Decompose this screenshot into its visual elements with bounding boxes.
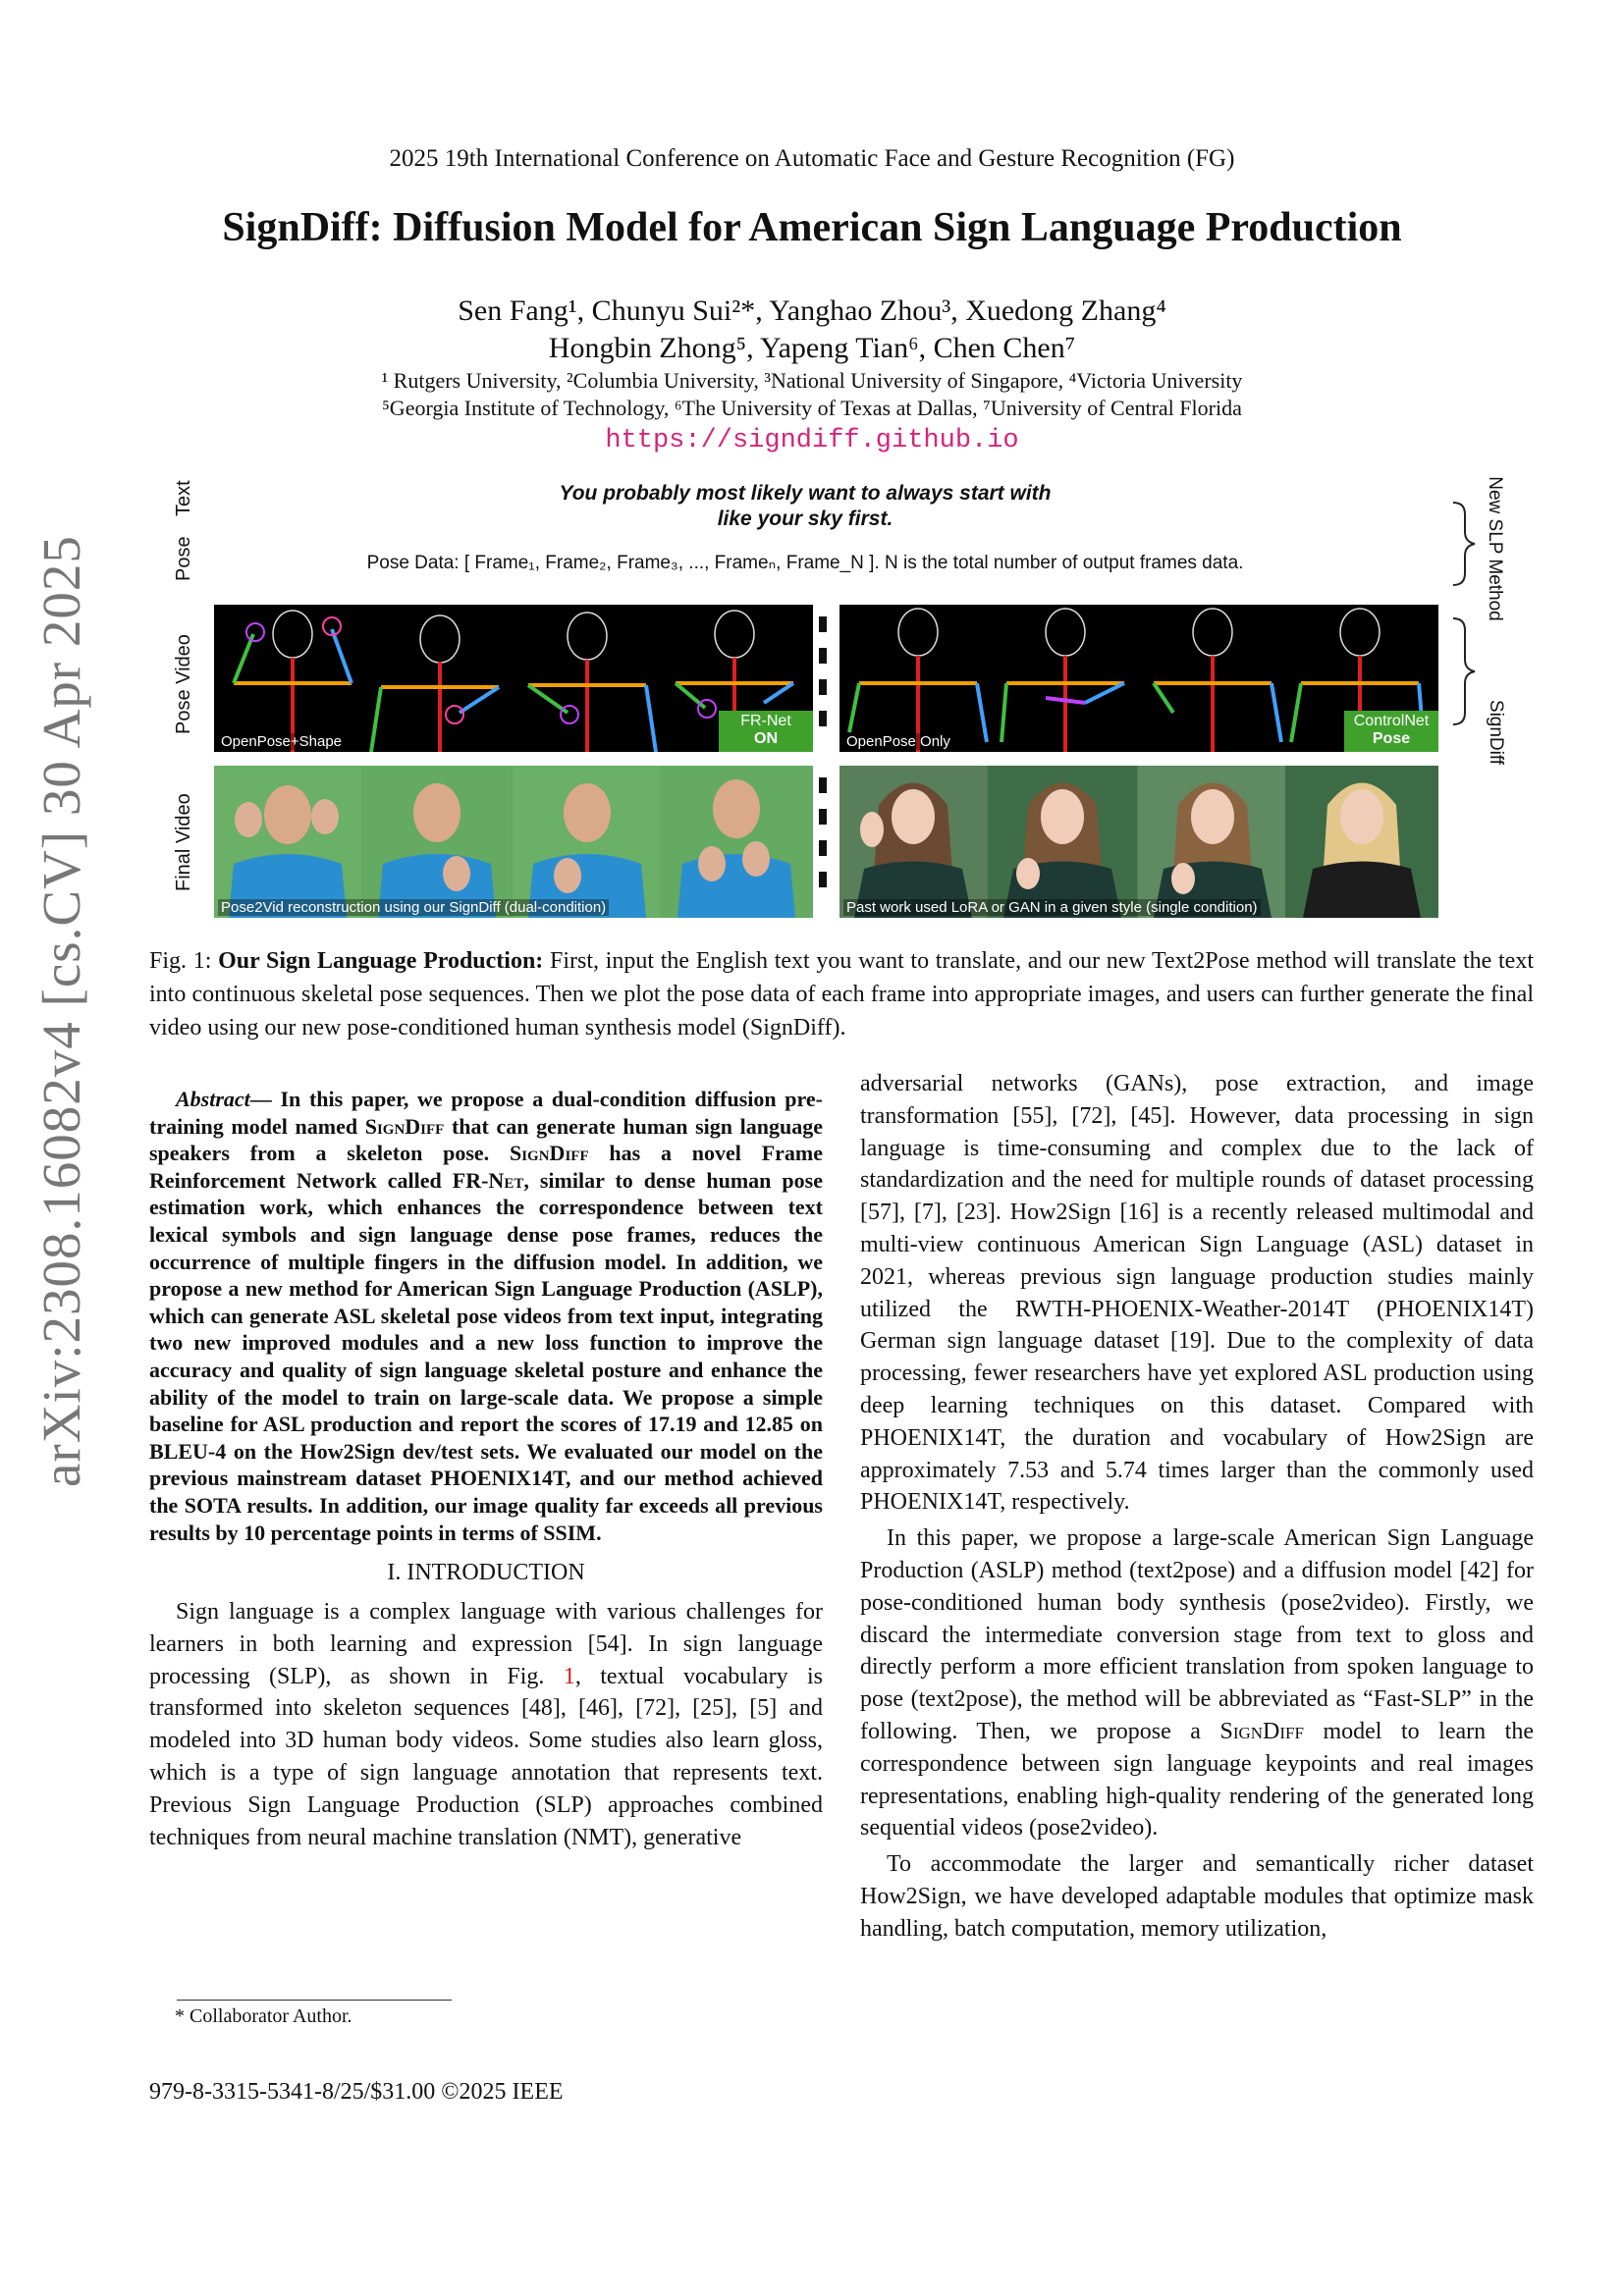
pose-left-label: OpenPose+Shape (218, 733, 345, 750)
abstract-text-c: has a novel Frame Reinforcement Network called (149, 1141, 824, 1193)
abstract-text-a: — In this paper, we propose a dual-condition diffusion pre-training model named (149, 1087, 823, 1139)
divider-dash (819, 648, 827, 664)
right-column (860, 1068, 1534, 1946)
row-label-final-video: Final Video (173, 793, 194, 891)
row-label-pose: Pose (173, 536, 194, 581)
side-label-signdiff-text: SignDiff (1486, 699, 1506, 766)
section-heading: I. INTRODUCTION (387, 1560, 585, 1586)
abstract-label: Abstract (176, 1087, 250, 1111)
divider-dash (819, 679, 827, 695)
copyright-footer: 979-8-3315-5341-8/25/$31.00 ©2025 IEEE (149, 2079, 564, 2105)
divider-dash (819, 616, 827, 632)
affiliations-line-1: ¹ Rutgers University, ²Columbia University, ³National University of Singapore, ⁴Victoria University (381, 368, 1243, 393)
footnote-rule (177, 2000, 452, 2001)
left-column (149, 1086, 823, 1853)
authors-line-1: Sen Fang¹, Chunyu Sui²*, Yanghao Zhou³, Xuedong Zhang⁴ (458, 294, 1166, 327)
controlnet-badge-bottom: Pose (1372, 730, 1411, 747)
signer-frames-right (839, 766, 1438, 918)
authors-line-2: Hongbin Zhong⁵, Yapeng Tian⁶, Chen Chen⁷ (548, 332, 1076, 364)
intro-paragraph-1 (149, 1596, 823, 1853)
pose-video-right-panel (839, 605, 1438, 752)
example-text-line-2: like your sky first. (717, 507, 893, 530)
side-label-new-slp-text: New SLP Method (1485, 476, 1505, 621)
side-label-new-slp (1483, 471, 1508, 628)
pose-data-line: Pose Data: [ Frame₁, Frame₂, Frame₃, ..., Frameₙ, Frame_N ]. N is the total number of output frames data. (366, 553, 1244, 573)
divider-dash (819, 872, 827, 887)
pose-video-left-panel (214, 605, 813, 752)
controlnet-badge (1344, 711, 1438, 752)
right-p2-signdiff: SignDiff (1219, 1718, 1304, 1744)
abstract-text-b: that can generate human sign language speakers from a skeleton pose. (149, 1113, 823, 1166)
caption-bold: Our Sign Language Production: (218, 948, 544, 974)
abstract-text-d: , similar to dense human pose estimation work, which enhances the correspondence between text lexical symbols and sign language dense pose frames, reduces the occurrence of multiple fingers in the diffusion model. In addition, we propose a new method for American Sign Language Production (ASLP), which can generate ASL skeletal pose videos from text input, integrating two new improved modules and a new loss function to improve the accuracy and quality of sign language skeletal posture and enhance the ability of the model to train on large-scale data. We propose a simple baseline for ASL production and report the scores of 17.19 and 12.85 on BLEU-4 on the How2Sign dev/test sets. We evaluated our model on the previous mainstream dataset PHOENIX14T, and our method achieved the SOTA results. In addition, our image quality far exceeds all previous results by 10 percentage points in terms of SSIM. (149, 1167, 823, 1545)
footnote: * Collaborator Author. (175, 2005, 352, 2027)
caption-prefix: Fig. 1: (149, 948, 219, 974)
side-label-signdiff (1483, 677, 1508, 795)
fr-net-badge-bottom: ON (754, 730, 778, 747)
fr-net-badge-top: FR-Net (740, 713, 791, 729)
arxiv-stamp-text: arXiv:2308.16082v4 [cs.CV] 30 Apr 2025 (31, 535, 91, 1487)
right-p2-a: In this paper, we propose a large-scale American Sign Language Production (ASLP) method (text2pose) and a diffusion model [42] for pose-conditioned human body synthesis (pose2video). Firstly, we discard the intermediate conversion stage from text to gloss and directly perform a more efficient translation from spoken language to pose (text2pose), the method will be abbreviated as “Fast-SLP” in the following. Then, we propose a (860, 1525, 1534, 1744)
controlnet-badge-top: ControlNet (1353, 713, 1430, 729)
signer-frames-left (214, 766, 813, 918)
example-input-text (275, 481, 1335, 532)
right-paragraph-1: adversarial networks (GANs), pose extraction, and image transformation [55], [72], [45]. However, data processing in sign language is time-consuming and complex due to the lack of standardization and the need for multiple rounds of dataset processing [57], [7], [23]. How2Sign [16] is a recently released multimodal and multi-view continuous American Sign Language (ASL) dataset in 2021, whereas previous sign language production studies mainly utilized the RWTH-PHOENIX-Weather-2014T (PHOENIX14T) German sign language dataset [19]. Due to the complexity of data processing, fewer researchers have yet explored ASL production using deep learning techniques on this dataset. Compared with PHOENIX14T, the duration and vocabulary of How2Sign are approximately 7.53 and 5.74 times larger than the commonly used PHOENIX14T, respectively. (860, 1071, 1534, 1516)
final-left-label: Pose2Vid reconstruction using our SignDiff (dual-condition) (218, 899, 609, 916)
final-right-label: Past work used LoRA or GAN in a given style (single condition) (843, 899, 1261, 916)
paper-title: SignDiff: Diffusion Model for American Sign Language Production (222, 205, 1402, 250)
caption-body: First, input the English text you want to translate, and our new Text2Pose method will translate the text into continuous skeletal pose sequences. Then we plot the pose data of each frame into appropriate images, and users can further generate the final video using our new pose-conditioned human synthesis model (SignDiff). (149, 948, 1534, 1041)
final-video-right-panel (839, 766, 1438, 918)
figure-caption (149, 944, 1534, 1044)
example-text-line-1: You probably most likely want to always start with (559, 482, 1052, 505)
abstract-signdiff: SignDiff (364, 1113, 445, 1139)
abstract (149, 1086, 823, 1546)
final-video-left-panel (214, 766, 813, 918)
project-url-link[interactable]: https://signdiff.github.io (605, 426, 1019, 455)
conference-line: 2025 19th International Conference on Automatic Face and Gesture Recognition (FG) (389, 145, 1235, 172)
divider-dash (819, 840, 827, 856)
divider-dash (819, 777, 827, 793)
fr-net-badge (719, 711, 813, 752)
intro-p1-b: , textual vocabulary is transformed into skeleton sequences [48], [46], [72], [25], [5] and modeled into 3D human body videos. Some studies also learn gloss, which is a type of sign language annotation that represents text. Previous Sign Language Production (SLP) approaches combined techniques from neural machine translation (NMT), generative (149, 1663, 823, 1850)
fig-1-reference-link[interactable]: 1 (563, 1663, 575, 1689)
affiliations-line-2: ⁵Georgia Institute of Technology, ⁶The University of Texas at Dallas, ⁷University of Central Florida (382, 396, 1242, 420)
row-label-text: Text (173, 480, 194, 516)
abstract-frnet: FR-Net (452, 1167, 524, 1193)
intro-p1-a: Sign language is a complex language with various challenges for learners in both learning and expression [54]. In sign language processing (SLP), as shown in Fig. (149, 1599, 823, 1689)
right-paragraph-2 (860, 1522, 1534, 1844)
divider-dash (819, 711, 827, 726)
abstract-signdiff-2: SignDiff (509, 1141, 589, 1166)
pose-right-label: OpenPose Only (843, 733, 953, 750)
figure-1 (0, 461, 1624, 923)
bracket-shapes (1451, 501, 1481, 726)
right-paragraph-3: To accommodate the larger and semantically richer dataset How2Sign, we have developed adaptable modules that optimize mask handling, batch computation, memory utilization, (860, 1851, 1534, 1942)
right-p2-b: model to learn the correspondence between sign language keypoints and real images representations, enabling high-quality rendering of the generated long sequential videos (pose2video). (860, 1718, 1534, 1842)
row-label-pose-video: Pose Video (173, 634, 194, 734)
divider-dash (819, 809, 827, 825)
